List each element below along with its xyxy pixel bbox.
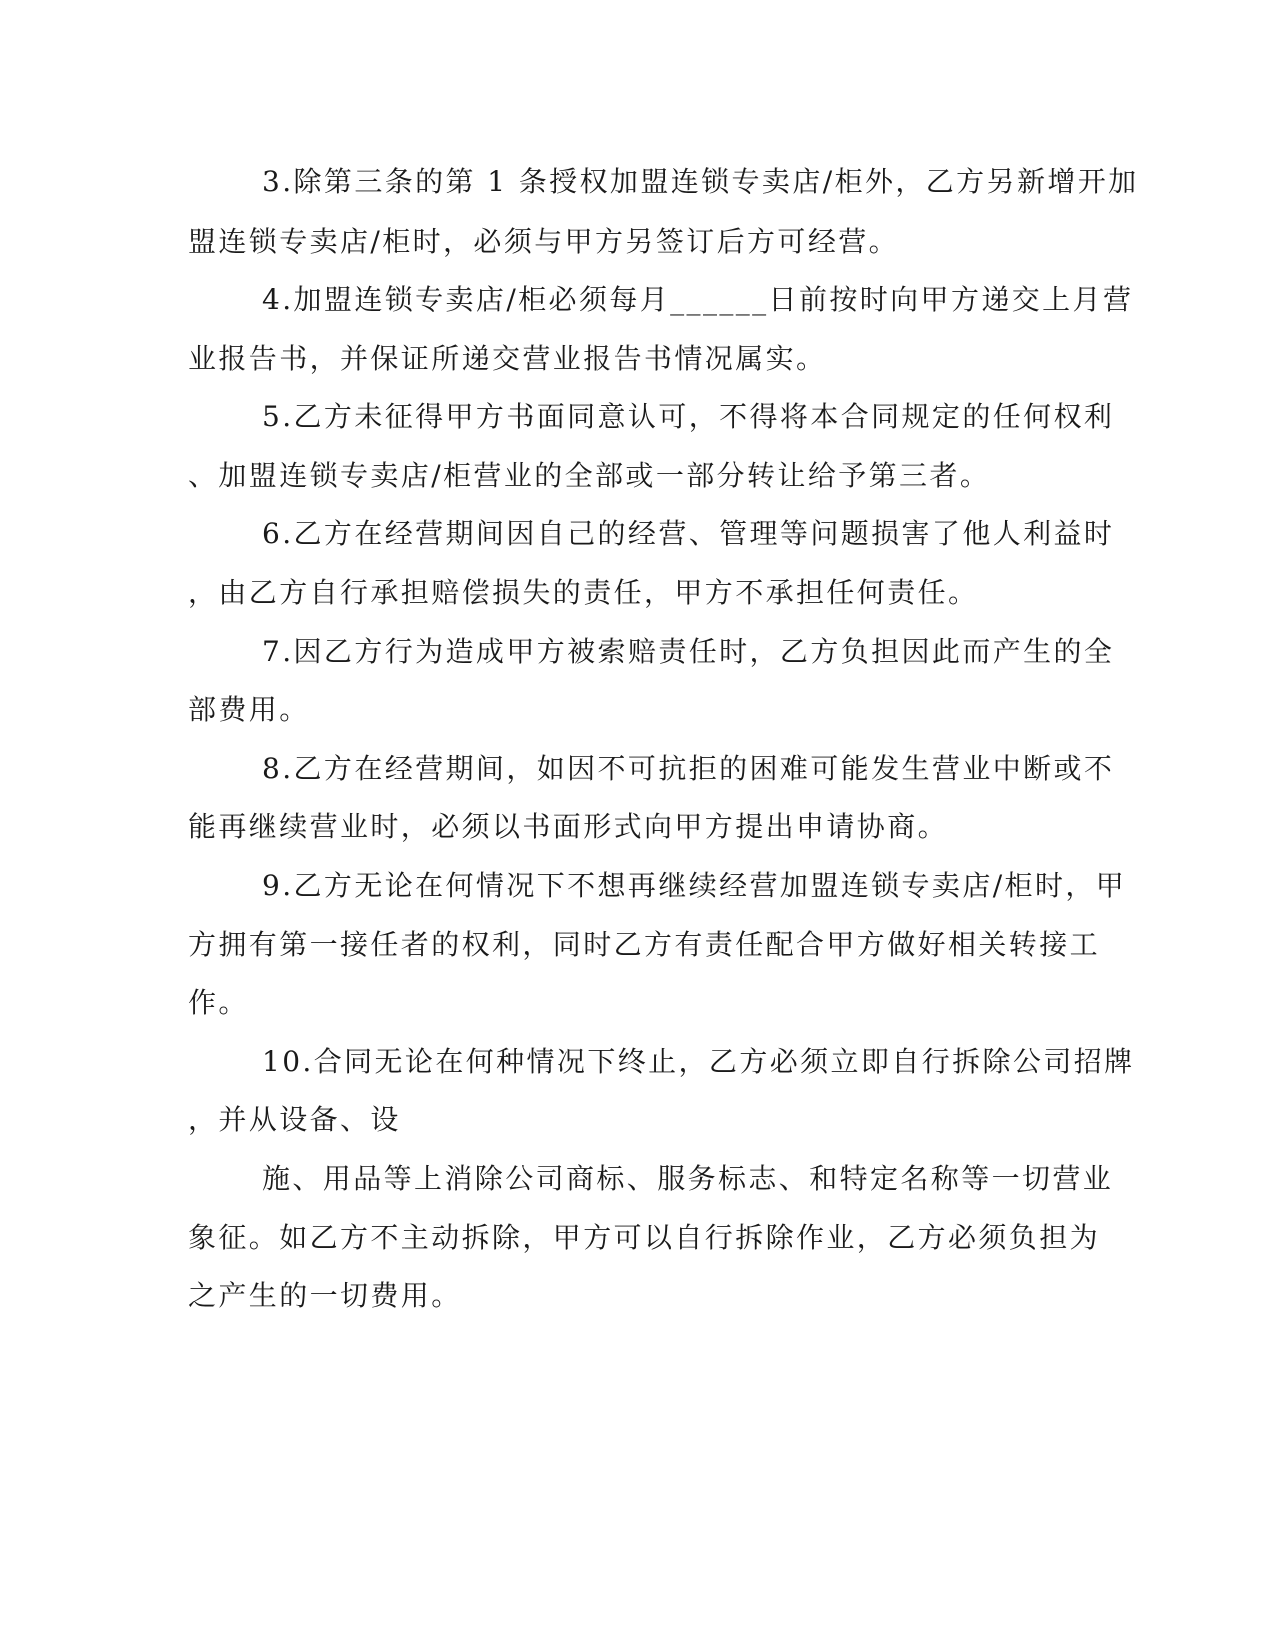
clause-3-line-2: 盟连锁专卖店/柜时，必须与甲方另签订后方可经营。 [188,225,900,258]
clause-3-line-1: 3.除第三条的第 1 条授权加盟连锁专卖店/柜外，乙方另新增开加 [262,165,1139,198]
clause-5-line-2: 、加盟连锁专卖店/柜营业的全部或一部分转让给予第三者。 [188,459,991,492]
clause-10-line-4: 象征。如乙方不主动拆除，甲方可以自行拆除作业，乙方必须负担为 [188,1221,1101,1254]
clause-6-line-2: ，由乙方自行承担赔偿损失的责任，甲方不承担任何责任。 [188,576,979,609]
clause-8-line-1: 8.乙方在经营期间，如因不可抗拒的困难可能发生营业中断或不 [262,752,1115,785]
clause-8-line-2: 能再继续营业时，必须以书面形式向甲方提出申请协商。 [188,810,949,843]
clause-9-line-1: 9.乙方无论在何情况下不想再继续经营加盟连锁专卖店/柜时，甲 [262,869,1127,902]
clause-4-line-2: 业报告书，并保证所递交营业报告书情况属实。 [188,342,827,375]
clause-10-line-5: 之产生的一切费用。 [188,1279,462,1312]
clause-10-line-2: ，并从设备、设 [188,1103,401,1136]
clause-9-line-2: 方拥有第一接任者的权利，同时乙方有责任配合甲方做好相关转接工 [188,928,1101,961]
clause-4-line-1: 4.加盟连锁专卖店/柜必须每月______日前按时向甲方递交上月营 [262,283,1134,316]
clause-9-line-3: 作。 [188,986,249,1019]
clause-7-line-2: 部费用。 [188,693,310,726]
clause-5-line-1: 5.乙方未征得甲方书面同意认可，不得将本合同规定的任何权利 [262,400,1115,433]
clause-7-line-1: 7.因乙方行为造成甲方被索赔责任时，乙方负担因此而产生的全 [262,635,1115,668]
clause-6-line-1: 6.乙方在经营期间因自己的经营、管理等问题损害了他人利益时 [262,517,1115,550]
clause-10-line-3: 施、用品等上消除公司商标、服务标志、和特定名称等一切营业 [262,1162,1114,1195]
clause-10-line-1: 10.合同无论在何种情况下终止，乙方必须立即自行拆除公司招牌 [262,1045,1135,1078]
